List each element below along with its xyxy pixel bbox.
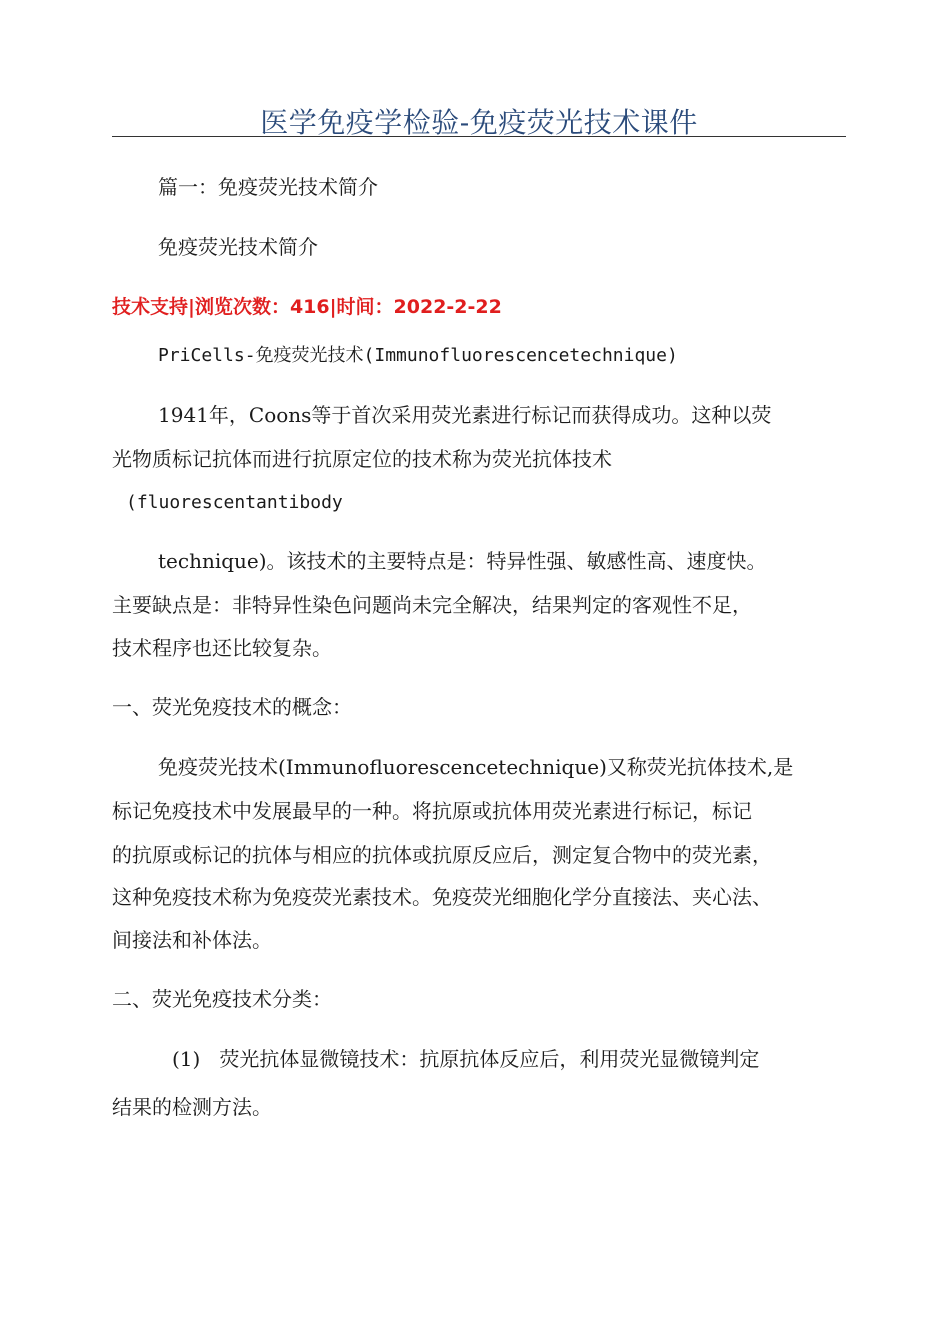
section-heading: 一、荧光免疫技术的概念： [112, 695, 352, 719]
paragraph-line: 间接法和补体法。 [112, 928, 272, 952]
paragraph-line: 1941年，Coons等于首次采用荧光素进行标记而获得成功。这种以荧 [158, 403, 772, 427]
paragraph-line: 主要缺点是：非特异性染色问题尚未完全解决，结果判定的客观性不足， [112, 593, 752, 617]
paragraph-line: technique)。该技术的主要特点是：特异性强、敏感性高、速度快。 [158, 549, 767, 573]
list-item-line: (1) 荧光抗体显微镜技术：抗原抗体反应后，利用荧光显微镜判定 [172, 1047, 760, 1071]
paragraph-line: 免疫荧光技术(Immunofluorescencetechnique)又称荧光抗体技术,是 [158, 755, 794, 779]
page-title: 医学免疫学检验-免疫荧光技术课件 [260, 106, 698, 139]
subheading: 免疫荧光技术简介 [158, 235, 318, 259]
chapter-heading: 篇一：免疫荧光技术简介 [158, 175, 378, 199]
paragraph-line: 标记免疫技术中发展最早的一种。将抗原或抗体用荧光素进行标记，标记 [112, 799, 752, 823]
product-line: PriCells-免疫荧光技术(Immunofluorescencetechnique) [158, 345, 678, 366]
paragraph-line: 光物质标记抗体而进行抗原定位的技术称为荧光抗体技术 [112, 447, 612, 471]
paragraph-line: 技术程序也还比较复杂。 [112, 636, 332, 660]
title-rule [112, 136, 846, 137]
section-heading: 二、荧光免疫技术分类： [112, 987, 332, 1011]
paragraph-line: 这种免疫技术称为免疫荧光素技术。免疫荧光细胞化学分直接法、夹心法、 [112, 885, 772, 909]
meta-info-line: 技术支持|浏览次数：416|时间：2022-2-22 [112, 296, 502, 318]
paragraph-line: 的抗原或标记的抗体与相应的抗体或抗原反应后，测定复合物中的荧光素， [112, 843, 772, 867]
paragraph-line: (fluorescentantibody [126, 492, 343, 513]
list-item-line: 结果的检测方法。 [112, 1095, 272, 1119]
